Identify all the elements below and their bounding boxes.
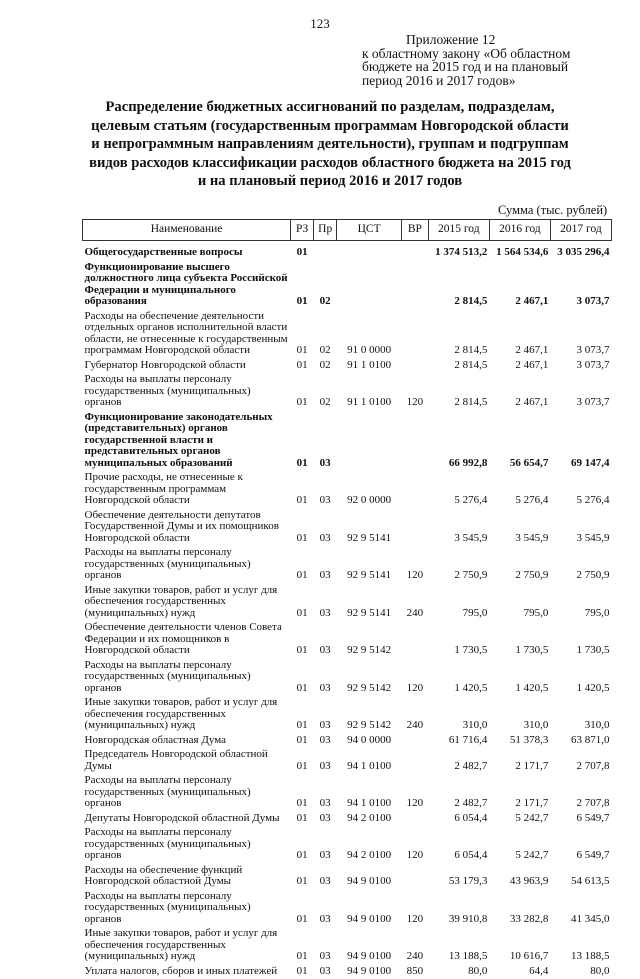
cell-pr: 03 xyxy=(314,546,337,584)
header-pr: Пр xyxy=(314,220,337,241)
cell-2015: 1 730,5 xyxy=(428,621,489,659)
cell-name: Расходы на выплаты персоналу государственных (муниципальных) органов xyxy=(83,774,291,812)
header-2015: 2015 год xyxy=(428,220,489,241)
currency-unit-label: Сумма (тыс. рублей) xyxy=(498,203,607,218)
table-row xyxy=(83,748,612,774)
cell-2017: 2 707,8 xyxy=(550,774,611,812)
cell-2015: 2 814,5 xyxy=(428,373,489,411)
table-row xyxy=(83,509,612,547)
cell-2016: 2 171,7 xyxy=(489,774,550,812)
cell-rz: 01 xyxy=(291,373,314,411)
cell-vr xyxy=(402,471,429,509)
cell-cst: 91 1 0100 xyxy=(337,373,402,411)
cell-2016: 1 564 534,6 xyxy=(489,241,550,261)
cell-rz: 01 xyxy=(291,471,314,509)
cell-2017: 6 549,7 xyxy=(550,826,611,864)
cell-2016: 3 545,9 xyxy=(489,509,550,547)
cell-pr: 02 xyxy=(314,310,337,359)
cell-2016: 10 616,7 xyxy=(489,927,550,965)
cell-cst: 92 9 5141 xyxy=(337,509,402,547)
table-header xyxy=(83,220,612,241)
cell-name: Расходы на выплаты персоналу государственных (муниципальных) органов xyxy=(83,373,291,411)
heading-line-1: Распределение бюджетных ассигнований по разделам, подразделам, xyxy=(60,98,600,117)
cell-cst xyxy=(337,241,402,261)
cell-2015: 6 054,4 xyxy=(428,826,489,864)
cell-pr: 03 xyxy=(314,584,337,622)
cell-name: Губернатор Новгородской области xyxy=(83,359,291,374)
cell-pr: 03 xyxy=(314,890,337,928)
appendix-block xyxy=(362,33,570,87)
cell-rz: 01 xyxy=(291,411,314,472)
cell-rz: 01 xyxy=(291,696,314,734)
cell-name: Расходы на обеспечение функций Новгородской областной Думы xyxy=(83,864,291,890)
cell-name: Обеспечение деятельности членов Совета Федерации и их помощников в Новгородской области xyxy=(83,621,291,659)
table-row xyxy=(83,965,612,979)
cell-2016: 2 750,9 xyxy=(489,546,550,584)
cell-pr: 03 xyxy=(314,748,337,774)
cell-2015: 39 910,8 xyxy=(428,890,489,928)
table-row xyxy=(83,696,612,734)
cell-2016: 5 242,7 xyxy=(489,826,550,864)
cell-pr: 03 xyxy=(314,471,337,509)
cell-2015: 310,0 xyxy=(428,696,489,734)
table-row xyxy=(83,261,612,310)
cell-pr: 03 xyxy=(314,509,337,547)
cell-2016: 795,0 xyxy=(489,584,550,622)
cell-2015: 5 276,4 xyxy=(428,471,489,509)
cell-2015: 13 188,5 xyxy=(428,927,489,965)
table-row xyxy=(83,411,612,472)
table-row xyxy=(83,373,612,411)
cell-cst: 92 0 0000 xyxy=(337,471,402,509)
cell-cst: 94 0 0000 xyxy=(337,734,402,749)
cell-rz: 01 xyxy=(291,774,314,812)
cell-vr xyxy=(402,734,429,749)
cell-pr: 03 xyxy=(314,812,337,827)
cell-2015: 1 420,5 xyxy=(428,659,489,697)
cell-vr: 120 xyxy=(402,659,429,697)
cell-cst: 91 1 0100 xyxy=(337,359,402,374)
cell-name: Депутаты Новгородской областной Думы xyxy=(83,812,291,827)
cell-vr: 120 xyxy=(402,826,429,864)
cell-2017: 80,0 xyxy=(550,965,611,979)
cell-vr xyxy=(402,812,429,827)
cell-vr: 850 xyxy=(402,965,429,979)
cell-2016: 5 242,7 xyxy=(489,812,550,827)
header-row xyxy=(83,220,612,241)
cell-2017: 63 871,0 xyxy=(550,734,611,749)
cell-2017: 6 549,7 xyxy=(550,812,611,827)
cell-cst: 92 9 5142 xyxy=(337,696,402,734)
appendix-title: Приложение 12 xyxy=(406,33,570,47)
cell-vr xyxy=(402,748,429,774)
cell-2015: 2 750,9 xyxy=(428,546,489,584)
cell-rz: 01 xyxy=(291,890,314,928)
header-2016: 2016 год xyxy=(489,220,550,241)
cell-2015: 6 054,4 xyxy=(428,812,489,827)
cell-name: Расходы на выплаты персоналу государственных (муниципальных) органов xyxy=(83,546,291,584)
table-row xyxy=(83,584,612,622)
cell-2016: 1 730,5 xyxy=(489,621,550,659)
cell-cst: 92 9 5141 xyxy=(337,584,402,622)
cell-2015: 80,0 xyxy=(428,965,489,979)
cell-cst: 94 1 0100 xyxy=(337,748,402,774)
cell-2016: 64,4 xyxy=(489,965,550,979)
table-row xyxy=(83,310,612,359)
table-body xyxy=(83,241,612,979)
table-row xyxy=(83,890,612,928)
heading-line-3: и непрограммным направлениям деятельности), группам и подгруппам xyxy=(60,135,600,154)
cell-vr xyxy=(402,310,429,359)
cell-name: Иные закупки товаров, работ и услуг для обеспечения государственных (муниципальных) нужд xyxy=(83,584,291,622)
cell-2017: 310,0 xyxy=(550,696,611,734)
cell-2016: 2 171,7 xyxy=(489,748,550,774)
cell-2017: 2 750,9 xyxy=(550,546,611,584)
cell-rz: 01 xyxy=(291,812,314,827)
table-row xyxy=(83,734,612,749)
cell-cst: 94 9 0100 xyxy=(337,864,402,890)
cell-2017: 3 073,7 xyxy=(550,310,611,359)
cell-cst: 92 9 5142 xyxy=(337,659,402,697)
cell-vr xyxy=(402,509,429,547)
cell-pr xyxy=(314,241,337,261)
cell-2015: 3 545,9 xyxy=(428,509,489,547)
cell-2017: 3 073,7 xyxy=(550,359,611,374)
cell-2015: 2 814,5 xyxy=(428,359,489,374)
appendix-line-2: бюджете на 2015 год и на плановый xyxy=(362,60,570,74)
header-cst: ЦСТ xyxy=(337,220,402,241)
cell-name: Расходы на выплаты персоналу государственных (муниципальных) органов xyxy=(83,826,291,864)
cell-rz: 01 xyxy=(291,734,314,749)
cell-2017: 3 073,7 xyxy=(550,261,611,310)
cell-name: Расходы на выплаты персоналу государственных (муниципальных) органов xyxy=(83,890,291,928)
cell-2016: 5 276,4 xyxy=(489,471,550,509)
page-number: 123 xyxy=(0,16,640,32)
cell-pr: 03 xyxy=(314,621,337,659)
cell-pr: 03 xyxy=(314,411,337,472)
cell-2016: 43 963,9 xyxy=(489,864,550,890)
cell-name: Прочие расходы, не отнесенные к государственным программам Новгородской области xyxy=(83,471,291,509)
cell-cst: 94 2 0100 xyxy=(337,826,402,864)
cell-vr xyxy=(402,621,429,659)
cell-vr: 240 xyxy=(402,696,429,734)
document-heading xyxy=(60,98,600,191)
cell-2017: 795,0 xyxy=(550,584,611,622)
cell-name: Функционирование законодательных (представительных) органов государственной власти и представительных органов муниципальных образований xyxy=(83,411,291,472)
cell-rz: 01 xyxy=(291,261,314,310)
cell-2016: 33 282,8 xyxy=(489,890,550,928)
table-row xyxy=(83,774,612,812)
cell-pr: 03 xyxy=(314,659,337,697)
cell-vr xyxy=(402,261,429,310)
cell-2017: 54 613,5 xyxy=(550,864,611,890)
cell-2017: 1 730,5 xyxy=(550,621,611,659)
cell-rz: 01 xyxy=(291,546,314,584)
cell-2017: 2 707,8 xyxy=(550,748,611,774)
cell-cst: 94 2 0100 xyxy=(337,812,402,827)
cell-2016: 56 654,7 xyxy=(489,411,550,472)
cell-vr xyxy=(402,359,429,374)
cell-2017: 3 073,7 xyxy=(550,373,611,411)
cell-cst: 92 9 5142 xyxy=(337,621,402,659)
table-row xyxy=(83,546,612,584)
cell-name: Обеспечение деятельности депутатов Государственной Думы и их помощников Новгородской области xyxy=(83,509,291,547)
cell-name: Иные закупки товаров, работ и услуг для обеспечения государственных (муниципальных) нужд xyxy=(83,927,291,965)
header-name: Наименование xyxy=(83,220,291,241)
cell-name: Уплата налогов, сборов и иных платежей xyxy=(83,965,291,979)
cell-pr: 02 xyxy=(314,261,337,310)
cell-name: Расходы на обеспечение деятельности отдельных органов исполнительной власти области, не отнесенные к государственным программам Новгородской области xyxy=(83,310,291,359)
header-vr: ВР xyxy=(402,220,429,241)
cell-2016: 310,0 xyxy=(489,696,550,734)
cell-2015: 2 814,5 xyxy=(428,310,489,359)
cell-2016: 2 467,1 xyxy=(489,261,550,310)
cell-cst: 94 9 0100 xyxy=(337,927,402,965)
cell-2017: 3 035 296,4 xyxy=(550,241,611,261)
cell-cst xyxy=(337,411,402,472)
cell-cst: 94 1 0100 xyxy=(337,774,402,812)
cell-pr: 03 xyxy=(314,734,337,749)
cell-2015: 2 482,7 xyxy=(428,748,489,774)
cell-rz: 01 xyxy=(291,659,314,697)
cell-cst: 91 0 0000 xyxy=(337,310,402,359)
cell-vr: 120 xyxy=(402,890,429,928)
heading-line-5: и на плановый период 2016 и 2017 годов xyxy=(60,172,600,191)
table-row xyxy=(83,826,612,864)
cell-vr: 120 xyxy=(402,546,429,584)
cell-pr: 03 xyxy=(314,965,337,979)
cell-pr: 03 xyxy=(314,864,337,890)
cell-pr: 03 xyxy=(314,696,337,734)
table-row xyxy=(83,471,612,509)
cell-name: Общегосударственные вопросы xyxy=(83,241,291,261)
cell-2016: 51 378,3 xyxy=(489,734,550,749)
cell-rz: 01 xyxy=(291,621,314,659)
cell-2015: 61 716,4 xyxy=(428,734,489,749)
table-row xyxy=(83,359,612,374)
cell-2015: 2 814,5 xyxy=(428,261,489,310)
cell-name: Председатель Новгородской областной Думы xyxy=(83,748,291,774)
cell-vr: 120 xyxy=(402,774,429,812)
cell-2015: 53 179,3 xyxy=(428,864,489,890)
cell-rz: 01 xyxy=(291,584,314,622)
cell-2017: 3 545,9 xyxy=(550,509,611,547)
cell-2017: 1 420,5 xyxy=(550,659,611,697)
cell-name: Иные закупки товаров, работ и услуг для обеспечения государственных (муниципальных) нужд xyxy=(83,696,291,734)
appendix-line-3: период 2016 и 2017 годов» xyxy=(362,74,570,88)
cell-2015: 795,0 xyxy=(428,584,489,622)
cell-vr: 240 xyxy=(402,927,429,965)
cell-vr xyxy=(402,241,429,261)
cell-pr: 02 xyxy=(314,373,337,411)
cell-rz: 01 xyxy=(291,310,314,359)
cell-name: Функционирование высшего должностного лица субъекта Российской Федерации и муниципального образования xyxy=(83,261,291,310)
table-row xyxy=(83,241,612,261)
cell-pr: 02 xyxy=(314,359,337,374)
table-row xyxy=(83,812,612,827)
cell-name: Новгородская областная Дума xyxy=(83,734,291,749)
cell-2016: 2 467,1 xyxy=(489,310,550,359)
table-row xyxy=(83,659,612,697)
cell-vr xyxy=(402,864,429,890)
cell-pr: 03 xyxy=(314,774,337,812)
cell-vr: 240 xyxy=(402,584,429,622)
heading-line-2: целевым статьям (государственным программам Новгородской области xyxy=(60,117,600,136)
cell-rz: 01 xyxy=(291,864,314,890)
cell-2015: 2 482,7 xyxy=(428,774,489,812)
cell-2017: 13 188,5 xyxy=(550,927,611,965)
cell-rz: 01 xyxy=(291,509,314,547)
cell-cst: 92 9 5141 xyxy=(337,546,402,584)
cell-2017: 41 345,0 xyxy=(550,890,611,928)
cell-2017: 5 276,4 xyxy=(550,471,611,509)
cell-pr: 03 xyxy=(314,826,337,864)
cell-2017: 69 147,4 xyxy=(550,411,611,472)
budget-table xyxy=(82,219,612,979)
cell-vr: 120 xyxy=(402,373,429,411)
heading-line-4: видов расходов классификации расходов областного бюджета на 2015 год xyxy=(60,154,600,173)
cell-cst xyxy=(337,261,402,310)
table-row xyxy=(83,927,612,965)
cell-rz: 01 xyxy=(291,927,314,965)
cell-rz: 01 xyxy=(291,748,314,774)
cell-2015: 66 992,8 xyxy=(428,411,489,472)
table-row xyxy=(83,621,612,659)
cell-cst: 94 9 0100 xyxy=(337,890,402,928)
cell-pr: 03 xyxy=(314,927,337,965)
header-rz: РЗ xyxy=(291,220,314,241)
appendix-line-1: к областному закону «Об областном xyxy=(362,47,570,61)
cell-name: Расходы на выплаты персоналу государственных (муниципальных) органов xyxy=(83,659,291,697)
header-2017: 2017 год xyxy=(550,220,611,241)
cell-rz: 01 xyxy=(291,826,314,864)
cell-vr xyxy=(402,411,429,472)
cell-2016: 1 420,5 xyxy=(489,659,550,697)
cell-2015: 1 374 513,2 xyxy=(428,241,489,261)
cell-2016: 2 467,1 xyxy=(489,359,550,374)
cell-rz: 01 xyxy=(291,965,314,979)
cell-2016: 2 467,1 xyxy=(489,373,550,411)
cell-rz: 01 xyxy=(291,359,314,374)
cell-cst: 94 9 0100 xyxy=(337,965,402,979)
table-row xyxy=(83,864,612,890)
cell-rz: 01 xyxy=(291,241,314,261)
